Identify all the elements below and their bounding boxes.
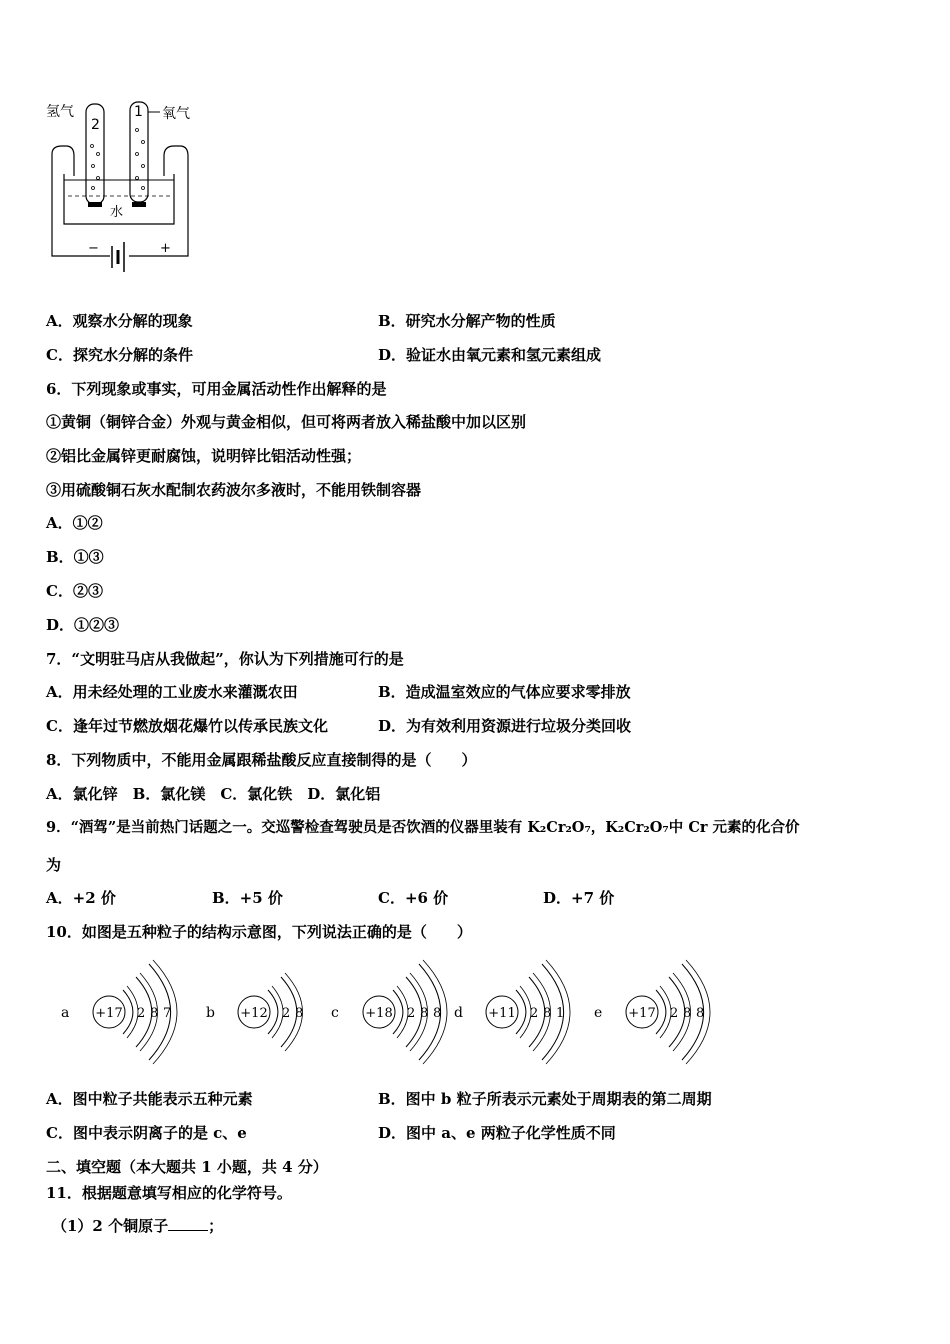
electron-count: 2 xyxy=(670,1006,679,1021)
particle-b xyxy=(206,973,303,1051)
electron-shell-arc xyxy=(656,990,666,1034)
electron-count: 8 xyxy=(696,1006,705,1021)
q10-option-c: C．图中表示阴离子的是 c、e xyxy=(46,1124,247,1142)
q6-option-b: B．①③ xyxy=(46,548,104,566)
section-title: 二、填空题（本大题共 1 小题，共 4 分） xyxy=(46,1158,328,1176)
q5-option-c: C．探究水分解的条件 xyxy=(46,346,193,364)
q6-option-c: C．②③ xyxy=(46,582,103,600)
q8-options: A．氯化锌 B．氯化镁 C．氯化铁 D．氯化铝 xyxy=(46,785,381,803)
q9-option-c: C．+6 价 xyxy=(378,889,449,907)
plus-sign: + xyxy=(160,241,171,256)
q10-option-b: B．图中 b 粒子所表示元素处于周期表的第二周期 xyxy=(378,1090,712,1108)
particle-d xyxy=(454,960,570,1064)
q7-option-c: C．逢年过节燃放烟花爆竹以传承民族文化 xyxy=(46,717,328,735)
electron-count: 8 xyxy=(295,1006,304,1021)
electron-count: 7 xyxy=(163,1006,172,1021)
q11-part-1-end: ； xyxy=(208,1217,224,1235)
electron-count: 1 xyxy=(556,1006,565,1021)
q7-stem: 7．“文明驻马店从我做起”，你认为下列措施可行的是 xyxy=(46,650,404,668)
q9-stem-b: 中 Cr 元素的化合价 xyxy=(668,819,800,836)
q7-option-a: A．用未经处理的工业废水来灌溉农田 xyxy=(46,683,298,701)
q10-stem: 10．如图是五种粒子的结构示意图，下列说法正确的是（ ） xyxy=(46,923,472,941)
electron-count: 8 xyxy=(420,1006,429,1021)
q7-option-d: D．为有效利用资源进行垃圾分类回收 xyxy=(378,717,632,735)
particle-label: d xyxy=(454,1005,463,1021)
tube-left-number: 2 xyxy=(91,117,100,133)
q11-part-1 xyxy=(52,1216,223,1236)
electron-count: 8 xyxy=(683,1006,692,1021)
q6-option-a: A．①② xyxy=(46,514,103,532)
oxygen-label: 氧气 xyxy=(162,106,190,122)
electron-count: 2 xyxy=(407,1006,416,1021)
q9-option-b: B．+5 价 xyxy=(212,889,283,907)
nucleus-charge: +11 xyxy=(488,1006,516,1021)
water-label: 水 xyxy=(110,205,124,220)
nucleus-charge: +17 xyxy=(95,1006,123,1021)
q11-stem: 11．根据题意填写相应的化学符号。 xyxy=(46,1184,292,1202)
q10-option-a: A．图中粒子共能表示五种元素 xyxy=(46,1090,253,1108)
q10-option-d: D．图中 a、e 两粒子化学性质不同 xyxy=(378,1124,616,1142)
hydrogen-label: 氢气 xyxy=(46,104,74,120)
nucleus-charge: +17 xyxy=(628,1006,656,1021)
electron-shell-arc xyxy=(268,990,278,1034)
particle-e xyxy=(594,960,710,1064)
nucleus-charge: +18 xyxy=(365,1006,393,1021)
electron-count: 8 xyxy=(433,1006,442,1021)
q7-option-b: B．造成温室效应的气体应要求零排放 xyxy=(378,683,631,701)
particle-label: a xyxy=(61,1005,70,1021)
q9-formula-1: K₂Cr₂O₇ xyxy=(527,819,591,836)
q9-stem-c: 为 xyxy=(46,856,62,874)
q6-statement-2: ②铝比金属锌更耐腐蚀，说明锌比铝活动性强； xyxy=(46,447,362,465)
q5-option-b: B．研究水分解产物的性质 xyxy=(378,312,556,330)
q8-stem: 8．下列物质中，不能用金属跟稀盐酸反应直接制得的是（ ） xyxy=(46,751,477,769)
particle-label: c xyxy=(331,1005,339,1021)
particle-label: e xyxy=(594,1005,603,1021)
q9-stem xyxy=(46,818,800,838)
electron-shell-arc xyxy=(393,990,403,1034)
q5-option-a: A．观察水分解的现象 xyxy=(46,312,193,330)
electron-count: 8 xyxy=(543,1006,552,1021)
q6-statement-1: ①黄铜（铜锌合金）外观与黄金相似，但可将两者放入稀盐酸中加以区别 xyxy=(46,413,527,431)
electron-count: 8 xyxy=(150,1006,159,1021)
electron-count: 2 xyxy=(530,1006,539,1021)
particle-c xyxy=(331,960,447,1064)
electron-shell-arc xyxy=(516,990,526,1034)
particle-label: b xyxy=(206,1005,215,1021)
q6-stem: 6．下列现象或事实，可用金属活动性作出解释的是 xyxy=(46,380,387,398)
q9-separator: ， xyxy=(590,819,606,836)
minus-sign: − xyxy=(88,241,99,256)
electron-shell-arc xyxy=(123,990,133,1034)
answer-blank[interactable] xyxy=(168,1216,208,1231)
q5-option-d: D．验证水由氧元素和氢元素组成 xyxy=(378,346,602,364)
q6-option-d: D．①②③ xyxy=(46,616,120,634)
nucleus-charge: +12 xyxy=(240,1006,268,1021)
q11-part-1-text: （1）2 个铜原子 xyxy=(52,1217,169,1235)
q9-option-a: A．+2 价 xyxy=(46,889,116,907)
q9-stem-a: 9．“酒驾”是当前热门话题之一。交巡警检查驾驶员是否饮酒的仪器里装有 xyxy=(46,819,528,836)
particle-a xyxy=(61,960,177,1064)
tube-right-number: 1 xyxy=(134,104,143,120)
q6-statement-3: ③用硫酸铜石灰水配制农药波尔多液时，不能用铁制容器 xyxy=(46,481,422,499)
electrolysis-apparatus xyxy=(44,96,204,280)
particle-diagrams xyxy=(46,950,746,1070)
q9-formula-2: K₂Cr₂O₇ xyxy=(605,819,669,836)
electron-count: 2 xyxy=(282,1006,291,1021)
electron-count: 2 xyxy=(137,1006,146,1021)
q9-option-d: D．+7 价 xyxy=(543,889,615,907)
